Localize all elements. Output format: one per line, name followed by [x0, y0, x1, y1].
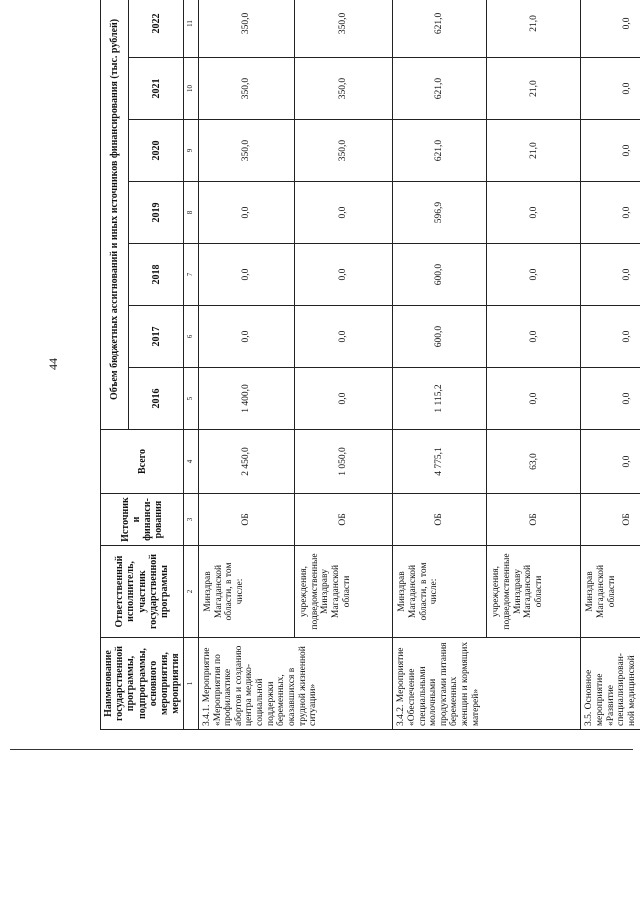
table-row [581, 0, 640, 730]
value-cell: 0,0 [295, 306, 393, 368]
table-rotated-wrapper [100, 0, 640, 730]
value-cell: 0,0 [487, 182, 581, 244]
total-cell: 1 050,0 [295, 430, 393, 494]
responsible-cell: учреждения, подведомственные Минздраву Магаданской области [487, 546, 581, 638]
column-number: 7 [184, 244, 199, 306]
value-cell: 621,0 [393, 58, 487, 120]
value-cell: 0,0 [581, 58, 640, 120]
column-number: 4 [184, 430, 199, 494]
header-total: Всего [101, 430, 184, 494]
value-cell: 600,0 [393, 244, 487, 306]
value-cell: 350,0 [295, 0, 393, 58]
value-cell: 350,0 [198, 58, 294, 120]
page-separator-line [10, 749, 633, 750]
column-number: 11 [184, 0, 199, 58]
total-cell: 2 450,0 [198, 430, 294, 494]
header-name: Наименование государственной программы, подпрограммы, основного мероприятия, мероприятия [101, 638, 184, 730]
responsible-cell: Минздрав Магаданской области, в том числе: [198, 546, 294, 638]
header-year: 2022 [129, 0, 184, 58]
source-cell: ОБ [487, 494, 581, 546]
header-year: 2018 [129, 244, 184, 306]
header-year: 2020 [129, 120, 184, 182]
column-number: 2 [184, 546, 199, 638]
value-cell: 0,0 [295, 368, 393, 430]
value-cell: 21,0 [487, 0, 581, 58]
value-cell: 600,0 [393, 306, 487, 368]
value-cell: 21,0 [487, 58, 581, 120]
header-year: 2017 [129, 306, 184, 368]
value-cell: 0,0 [581, 182, 640, 244]
column-number: 10 [184, 58, 199, 120]
value-cell: 0,0 [198, 182, 294, 244]
table-row [198, 0, 294, 730]
value-cell: 0,0 [295, 182, 393, 244]
header-year: 2016 [129, 368, 184, 430]
header-year: 2021 [129, 58, 184, 120]
header-row-top [101, 0, 129, 730]
responsible-cell: учреждения, подведомственные Минздраву Магаданской области [295, 546, 393, 638]
value-cell: 0,0 [581, 368, 640, 430]
source-cell: ОБ [198, 494, 294, 546]
column-number: 3 [184, 494, 199, 546]
total-cell: 4 775,1 [393, 430, 487, 494]
value-cell: 1 115,2 [393, 368, 487, 430]
column-number: 1 [184, 638, 199, 730]
value-cell: 621,0 [393, 120, 487, 182]
header-source: Источники финанси-рования [101, 494, 184, 546]
value-cell: 350,0 [198, 0, 294, 58]
header-responsible: Ответственный исполнитель, участник государственной программы [101, 546, 184, 638]
table-row [393, 0, 487, 730]
event-name-cell: 3.4.2. Мероприятие «Обеспечение специальными молочными продуктами питания беременных женщин и кормящих матерей» [393, 638, 581, 730]
responsible-cell: Минздрав Магаданской области [581, 546, 640, 638]
value-cell: 0,0 [581, 120, 640, 182]
value-cell: 0,0 [581, 0, 640, 58]
header-funding-group: Объем бюджетных ассигнований и иных источников финансирования (тыс. рублей) [101, 0, 129, 430]
column-number: 8 [184, 182, 199, 244]
value-cell: 21,0 [487, 120, 581, 182]
column-number: 5 [184, 368, 199, 430]
total-cell: 0,0 [581, 430, 640, 494]
column-number: 6 [184, 306, 199, 368]
value-cell: 0,0 [295, 244, 393, 306]
value-cell: 596,9 [393, 182, 487, 244]
responsible-cell: Минздрав Магаданской области, в том числе: [393, 546, 487, 638]
value-cell: 350,0 [295, 58, 393, 120]
value-cell: 0,0 [198, 244, 294, 306]
header-year: 2019 [129, 182, 184, 244]
column-number-row [184, 0, 199, 730]
value-cell: 350,0 [295, 120, 393, 182]
value-cell: 621,0 [393, 0, 487, 58]
event-name-cell: 3.4.1. Мероприятие «Мероприятия по профилактике абортов и созданию центра медико-социальной поддержки беременных, оказавшихся в трудной жизненной ситуации» [198, 638, 392, 730]
value-cell: 350,0 [198, 120, 294, 182]
table-row [295, 0, 393, 730]
page-number: 44 [46, 358, 60, 370]
value-cell: 0,0 [198, 306, 294, 368]
value-cell: 0,0 [487, 244, 581, 306]
event-name-cell: 3.5. Основное мероприятие «Развитие специализирован-ной медицинской [581, 638, 640, 730]
total-cell: 63,0 [487, 430, 581, 494]
value-cell: 0,0 [487, 368, 581, 430]
value-cell: 0,0 [581, 306, 640, 368]
source-cell: ОБ [393, 494, 487, 546]
value-cell: 1 400,0 [198, 368, 294, 430]
source-cell: ОБ [581, 494, 640, 546]
funding-table [100, 0, 640, 730]
column-number: 9 [184, 120, 199, 182]
source-cell: ОБ [295, 494, 393, 546]
value-cell: 0,0 [581, 244, 640, 306]
value-cell: 0,0 [487, 306, 581, 368]
table-row [487, 0, 581, 730]
